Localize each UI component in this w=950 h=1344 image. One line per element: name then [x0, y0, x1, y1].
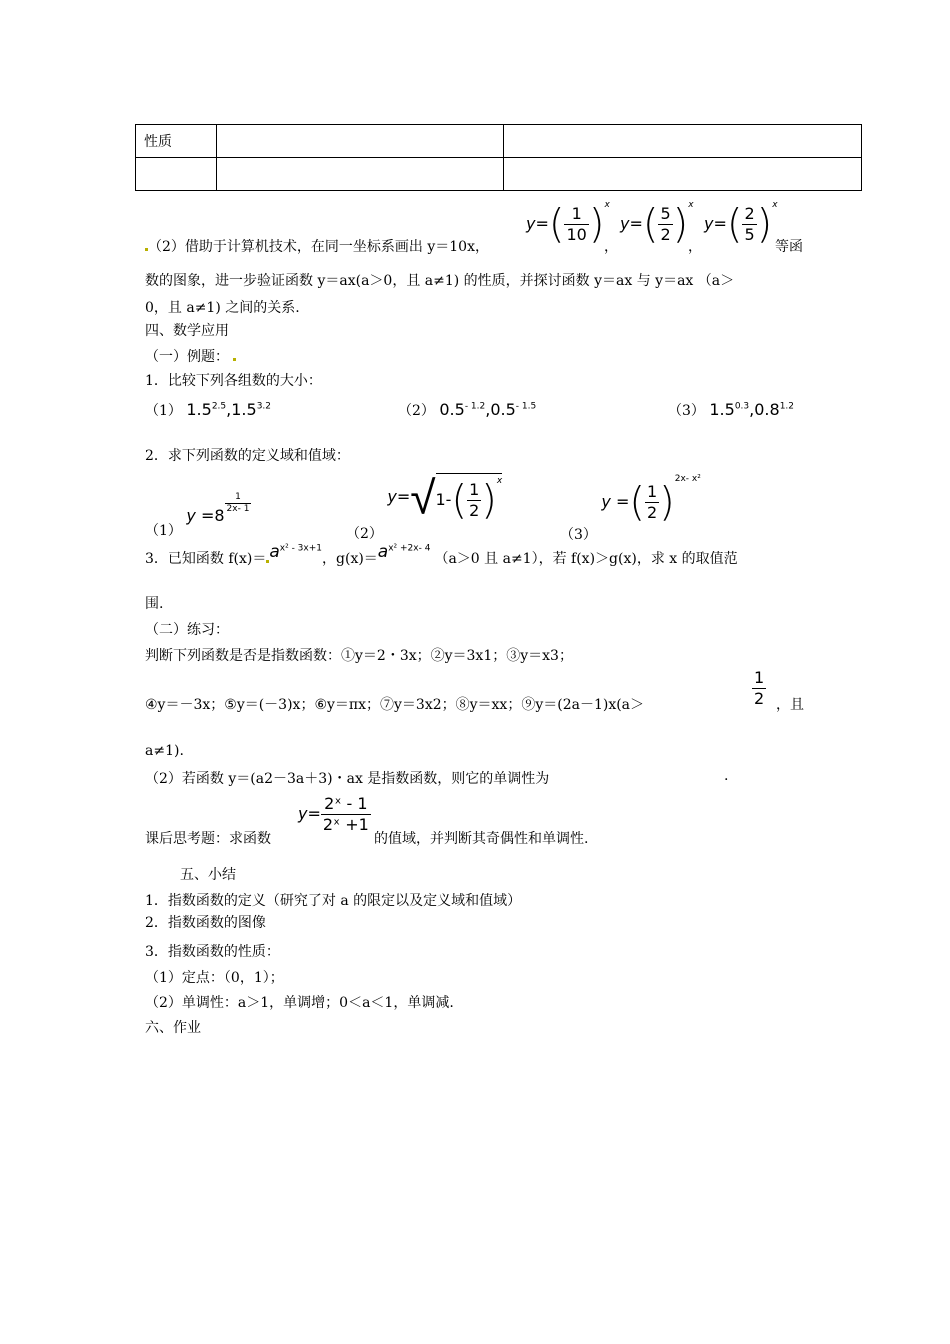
var-y: y [620, 214, 630, 233]
table-row [136, 158, 862, 191]
base: ,1.5 [226, 400, 257, 419]
property-table [135, 124, 862, 191]
table-cell [504, 158, 862, 191]
formula-2-5: y=( $\frac{2}{5}$ )$^x$ [704, 200, 778, 248]
label: （1） [145, 523, 182, 539]
denominator: 10 [566, 225, 587, 244]
denominator: 2ˣ +1 [322, 815, 369, 834]
q2-part-3: （3） y =( $\frac{1}{2}$ )$^{2x- x^2}$ [560, 474, 701, 543]
q2-part-2: （2） y=√1-( $\frac{1}{2}$ )$^x$ [346, 470, 503, 542]
section-heading-5: 五、小结 [180, 867, 236, 883]
question-3-end: 围. [145, 596, 164, 612]
practice-heading: （二）练习： [145, 622, 229, 638]
exponent: - 1.2 [464, 401, 486, 412]
denominator: 2 [754, 689, 765, 708]
fraction [564, 204, 588, 245]
fraction [467, 480, 481, 521]
fraction [321, 794, 371, 835]
q1-part-2 [398, 400, 536, 420]
base: 1.5 [709, 400, 735, 419]
denominator: 2 [469, 501, 480, 520]
var-y: y [704, 214, 714, 233]
practice-4: （2）若函数 y＝(a2－3a＋3)・ax 是指数函数，则它的单调性为 [145, 771, 550, 787]
exponent: x [496, 476, 503, 486]
base: ,0.8 [749, 400, 780, 419]
exponent: x [772, 200, 778, 210]
summary-4: （1）定点：（0，1）； [145, 970, 284, 986]
marker-dot [233, 358, 236, 361]
denominator: 2x- 1 [226, 504, 250, 514]
numerator: 2ˣ - 1 [321, 794, 371, 815]
section-heading-4: 四、数学应用 [145, 323, 229, 339]
numerator: 1 [469, 480, 480, 499]
table-cell-label [136, 158, 217, 191]
fraction [742, 204, 756, 245]
q2-part-1 [145, 492, 251, 540]
exponent: 2.5 [211, 401, 227, 412]
formula-1-10: y=( $\frac{1}{10}$ )$^x$ [526, 200, 610, 248]
question-1: 1．比较下列各组数的大小： [145, 373, 322, 389]
exponent: 0.3 [734, 401, 750, 412]
text: （2）借助于计算机技术，在同一坐标系画出 y＝10x， [148, 239, 489, 255]
think-formula [298, 794, 371, 835]
eq: = [629, 214, 643, 233]
fraction-one-half [752, 668, 766, 709]
table-cell-label: 性质 [136, 125, 217, 158]
var-y: y [526, 214, 536, 233]
practice-2: ④y＝－3x；⑤y＝(－3)x；⑥y＝πx；⑦y＝3x2；⑧y＝xx；⑨y＝(2a－1)x(a＞ [145, 697, 645, 713]
practice-1: 判断下列函数是否是指数函数：①y＝2・3x；②y＝3x1；③y＝x3； [145, 648, 573, 664]
exponent: x [688, 200, 694, 210]
label: （1） [145, 403, 182, 419]
think-question-suffix: 的值域，并判断其奇偶性和单调性. [374, 831, 589, 847]
practice-2-end: ，且 [776, 697, 804, 713]
table-row [136, 125, 862, 158]
exponent: 3.2 [256, 401, 272, 412]
fraction [645, 482, 659, 523]
question-2: 2．求下列函数的定义域和值域： [145, 448, 350, 464]
base: ,0.5 [485, 400, 516, 419]
eq: = [535, 214, 549, 233]
paragraph-2-suffix: 等函 [775, 239, 803, 255]
paragraph-2-line3: 0，且 a≠1) 之间的关系. [145, 300, 300, 316]
text: 3．已知函数 f(x)＝ [145, 551, 267, 567]
question-3 [145, 542, 738, 568]
eq: =8 [200, 506, 225, 525]
exponent: 2x- x² [674, 474, 701, 484]
examples-heading [145, 346, 236, 366]
comma: ， [604, 239, 618, 255]
exponent: - 1.5 [515, 401, 537, 412]
summary-3: 3．指数函数的性质： [145, 944, 280, 960]
exponent: x² - 3x+1 [279, 543, 323, 554]
exponent: x² +2x- 4 [388, 543, 431, 554]
paragraph-2-line2: 数的图象，进一步验证函数 y＝ax(a＞0，且 a≠1) 的性质，并探讨函数 y＝ax 与 y＝ax （a＞ [145, 273, 735, 289]
var-y: y [298, 804, 308, 823]
exponent: 1.2 [779, 401, 795, 412]
table-cell [504, 125, 862, 158]
table-cell [217, 125, 504, 158]
fraction [658, 204, 672, 245]
comma: ， [688, 239, 702, 255]
numerator: 2 [744, 204, 755, 223]
section-heading-6: 六、作业 [145, 1020, 201, 1036]
numerator: 5 [660, 204, 671, 223]
exponent: x [604, 200, 610, 210]
denominator: 2 [660, 225, 671, 244]
practice-4-end: . [724, 768, 729, 784]
exponent-fraction [225, 492, 252, 515]
var-y: y [387, 486, 397, 506]
label: （3） [560, 527, 597, 543]
summary-2: 2．指数函数的图像 [145, 915, 266, 931]
eq: = [307, 804, 321, 823]
base: 0.5 [439, 400, 465, 419]
think-question-prefix: 课后思考题：求函数 [145, 831, 271, 847]
base: a [269, 542, 280, 562]
base: 1.5 [186, 400, 212, 419]
summary-1: 1．指数函数的定义（研究了对 a 的限定以及定义域和值域） [145, 893, 522, 909]
denominator: 2 [646, 503, 658, 522]
label: （2） [346, 525, 383, 542]
var-y: y [601, 492, 611, 511]
text: （一）例题： [145, 349, 229, 365]
label: （3） [668, 403, 705, 419]
eq: = [615, 492, 630, 511]
denominator: 5 [744, 225, 755, 244]
base: a [377, 542, 389, 562]
practice-3: a≠1). [145, 743, 184, 759]
var-y: y [186, 506, 196, 525]
eq: = [396, 486, 411, 506]
paragraph-2-line1 [145, 236, 489, 256]
formula-5-2: y=( $\frac{5}{2}$ )$^x$ [620, 200, 694, 248]
inner-text: 1- [435, 490, 452, 509]
q1-part-1 [145, 400, 271, 420]
label: （2） [398, 403, 435, 419]
summary-5: （2）单调性：a＞1，单调增；0＜a＜1，单调减. [145, 995, 454, 1011]
text: （a＞0 且 a≠1），若 f(x)＞g(x)，求 x 的取值范 [434, 551, 738, 567]
q1-part-3 [668, 400, 794, 420]
eq: = [713, 214, 727, 233]
numerator: 1 [225, 492, 252, 504]
table-cell [217, 158, 504, 191]
numerator: 1 [646, 482, 658, 501]
numerator: 1 [754, 668, 765, 687]
text: ，g(x)＝ [322, 551, 378, 567]
numerator: 1 [564, 204, 588, 225]
